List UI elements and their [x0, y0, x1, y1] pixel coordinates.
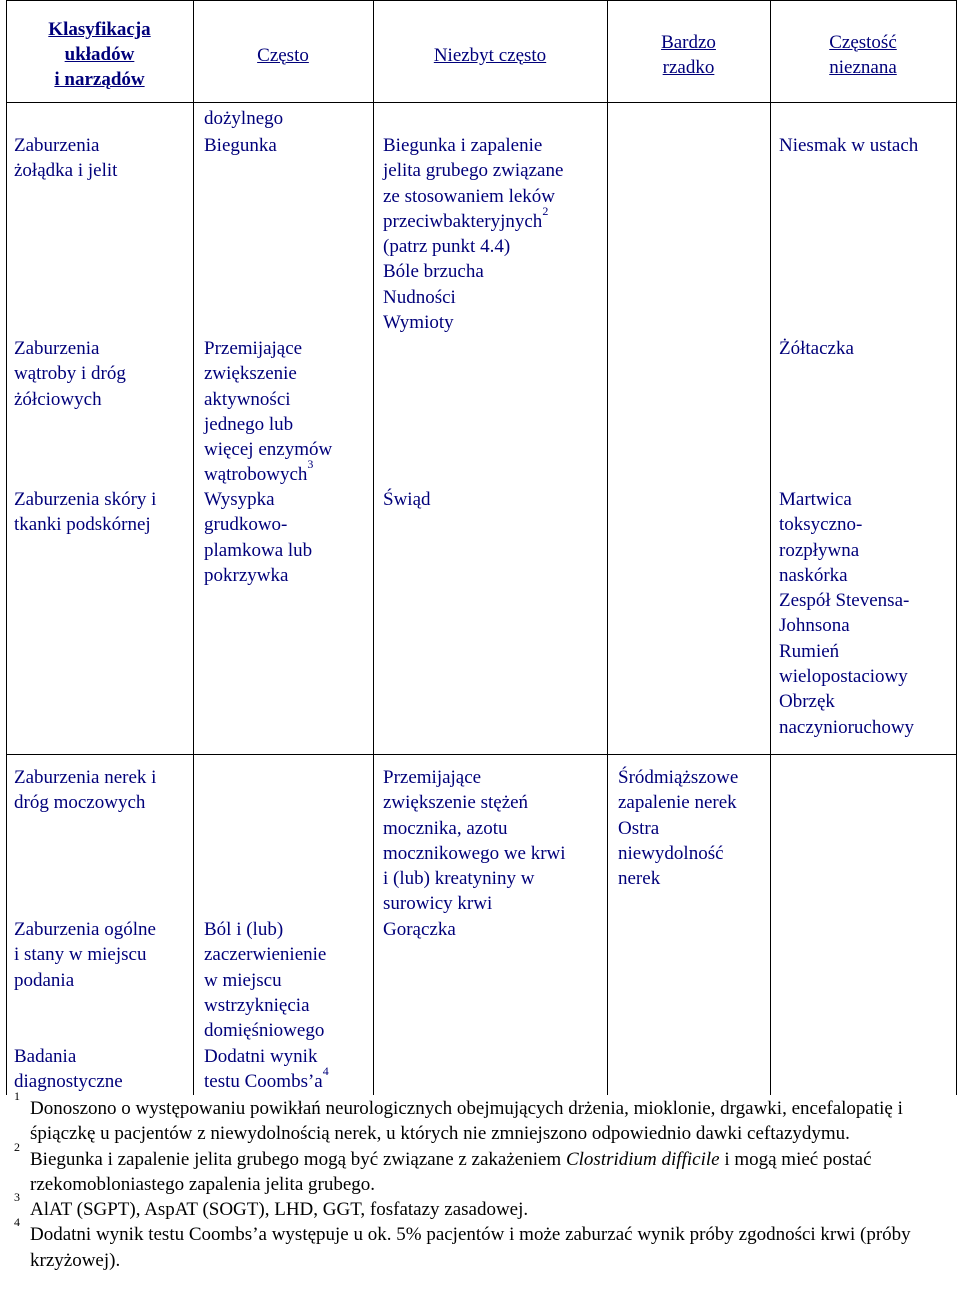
footnote-4-text: Dodatni wynik testu Coombs’a występuje u ok. 5% pacjentów i może zaburzać wynik próby zgodności krwi (próby krzyżowej). [30, 1224, 911, 1271]
header-unknown: Częstość nieznana [829, 32, 897, 78]
carryover-text: dożylnego [204, 108, 284, 129]
lower-col-sep-2 [373, 755, 374, 1095]
row-gi-unknown: Niesmak w ustach [779, 135, 919, 156]
footnote-4-mark: 4 [14, 1215, 20, 1230]
footnote-1-mark: 1 [14, 1089, 20, 1103]
footnote-2 [14, 1139, 944, 1198]
row-gi-uncommon-text: Biegunka i zapalenie jelita grubego związane ze stosowaniem leków przeciwbakteryjnych [383, 135, 564, 232]
row-liver-often [204, 336, 332, 488]
footnote-2-text-a: Biegunka i zapalenie jelita grubego mogą być związane z zakażeniem [30, 1148, 566, 1170]
row-diag-often-text: Dodatni wynik testu Coombs’a [204, 1046, 323, 1093]
header-uncommon: Niezbyt często [433, 45, 547, 66]
row-liver-label: Zaburzenia wątroby i dróg żółciowych [14, 338, 126, 410]
row-liver-unknown: Żółtaczka [779, 338, 854, 359]
lower-left-border [6, 755, 7, 1095]
footnote-4 [14, 1215, 944, 1273]
col-sep-2 [373, 0, 374, 755]
footnote-3 [14, 1190, 944, 1222]
row-diag-label: Badania diagnostyczne [14, 1046, 123, 1093]
row-gi-uncommon-rest: (patrz punkt 4.4) Bóle brzucha Nudności Wymioty [383, 236, 511, 334]
row-general-uncommon: Gorączka [383, 919, 456, 940]
col-sep-1 [193, 0, 194, 755]
footnotes [14, 1089, 944, 1273]
footnote-1 [14, 1089, 944, 1147]
row-general-often: Ból i (lub) zaczerwienienie w miejscu wstrzyknięcia domięśniowego [204, 919, 327, 1042]
header-often: Często [257, 45, 309, 66]
row-kidney-very-rare: Śródmiąższowe zapalenie nerek Ostra niewydolność nerek [618, 767, 739, 890]
footnote-1-text: Donoszono o występowaniu powikłań neurologicznych obejmujących drżenia, mioklonie, drgawki, encefalopatię i śpiączkę u pacjentów z niewydolnością nerek, u których nie zmniejszono odpowiednio dawki ceftazydymu. [30, 1098, 903, 1145]
row-liver-often-text: Przemijające zwiększenie aktywności jednego lub więcej enzymów wątrobowych [204, 338, 333, 486]
lower-col-sep-3 [607, 755, 608, 1095]
footnote-ref-3: 3 [307, 457, 314, 472]
row-gi-often: Biegunka [204, 135, 277, 156]
lower-col-sep-4 [770, 755, 771, 1095]
footnote-3-text: AlAT (SGPT), AspAT (SOGT), LHD, GGT, fosfatazy zasadowej. [30, 1199, 529, 1221]
lower-col-sep-1 [193, 755, 194, 1095]
row-skin-uncommon: Świąd [383, 489, 431, 510]
footnote-2-mark: 2 [14, 1139, 20, 1154]
footnote-ref-4: 4 [322, 1064, 329, 1079]
footnote-2-italic: Clostridium difficile [565, 1148, 720, 1170]
footnote-ref-2: 2 [542, 203, 549, 218]
row-gi-uncommon [383, 133, 563, 335]
footnote-3-mark: 3 [14, 1190, 20, 1205]
lower-right-border [956, 755, 957, 1095]
footnote-2-text-b: i mogą mieć postać rzekomobloniastego zapalenia jelita grubego. [30, 1148, 872, 1195]
row-general-label: Zaburzenia ogólne i stany w miejscu podania [14, 919, 156, 991]
row-diag-often [204, 1044, 329, 1095]
row-gi-label: Zaburzenia żołądka i jelit [14, 135, 118, 182]
row-skin-unknown: Martwica toksyczno- rozpływna naskórka Zespół Stevensa- Johnsona Rumień wielopostaciowy Obrzęk naczynioruchowy [779, 489, 915, 738]
col-sep-3 [607, 0, 608, 755]
header-very-rare: Bardzo rzadko [661, 32, 716, 78]
row-skin-label: Zaburzenia skóry i tkanki podskórnej [14, 489, 157, 536]
row-kidney-label: Zaburzenia nerek i dróg moczowych [14, 767, 157, 814]
row-kidney-uncommon: Przemijające zwiększenie stężeń mocznika, azotu mocznikowego we krwi i (lub) kreatyniny w surowicy krwi [383, 767, 566, 915]
row-skin-often: Wysypka grudkowo- plamkowa lub pokrzywka [204, 489, 313, 586]
header-classification: Klasyfikacja układów i narządów [48, 19, 151, 90]
col-sep-4 [770, 0, 771, 755]
